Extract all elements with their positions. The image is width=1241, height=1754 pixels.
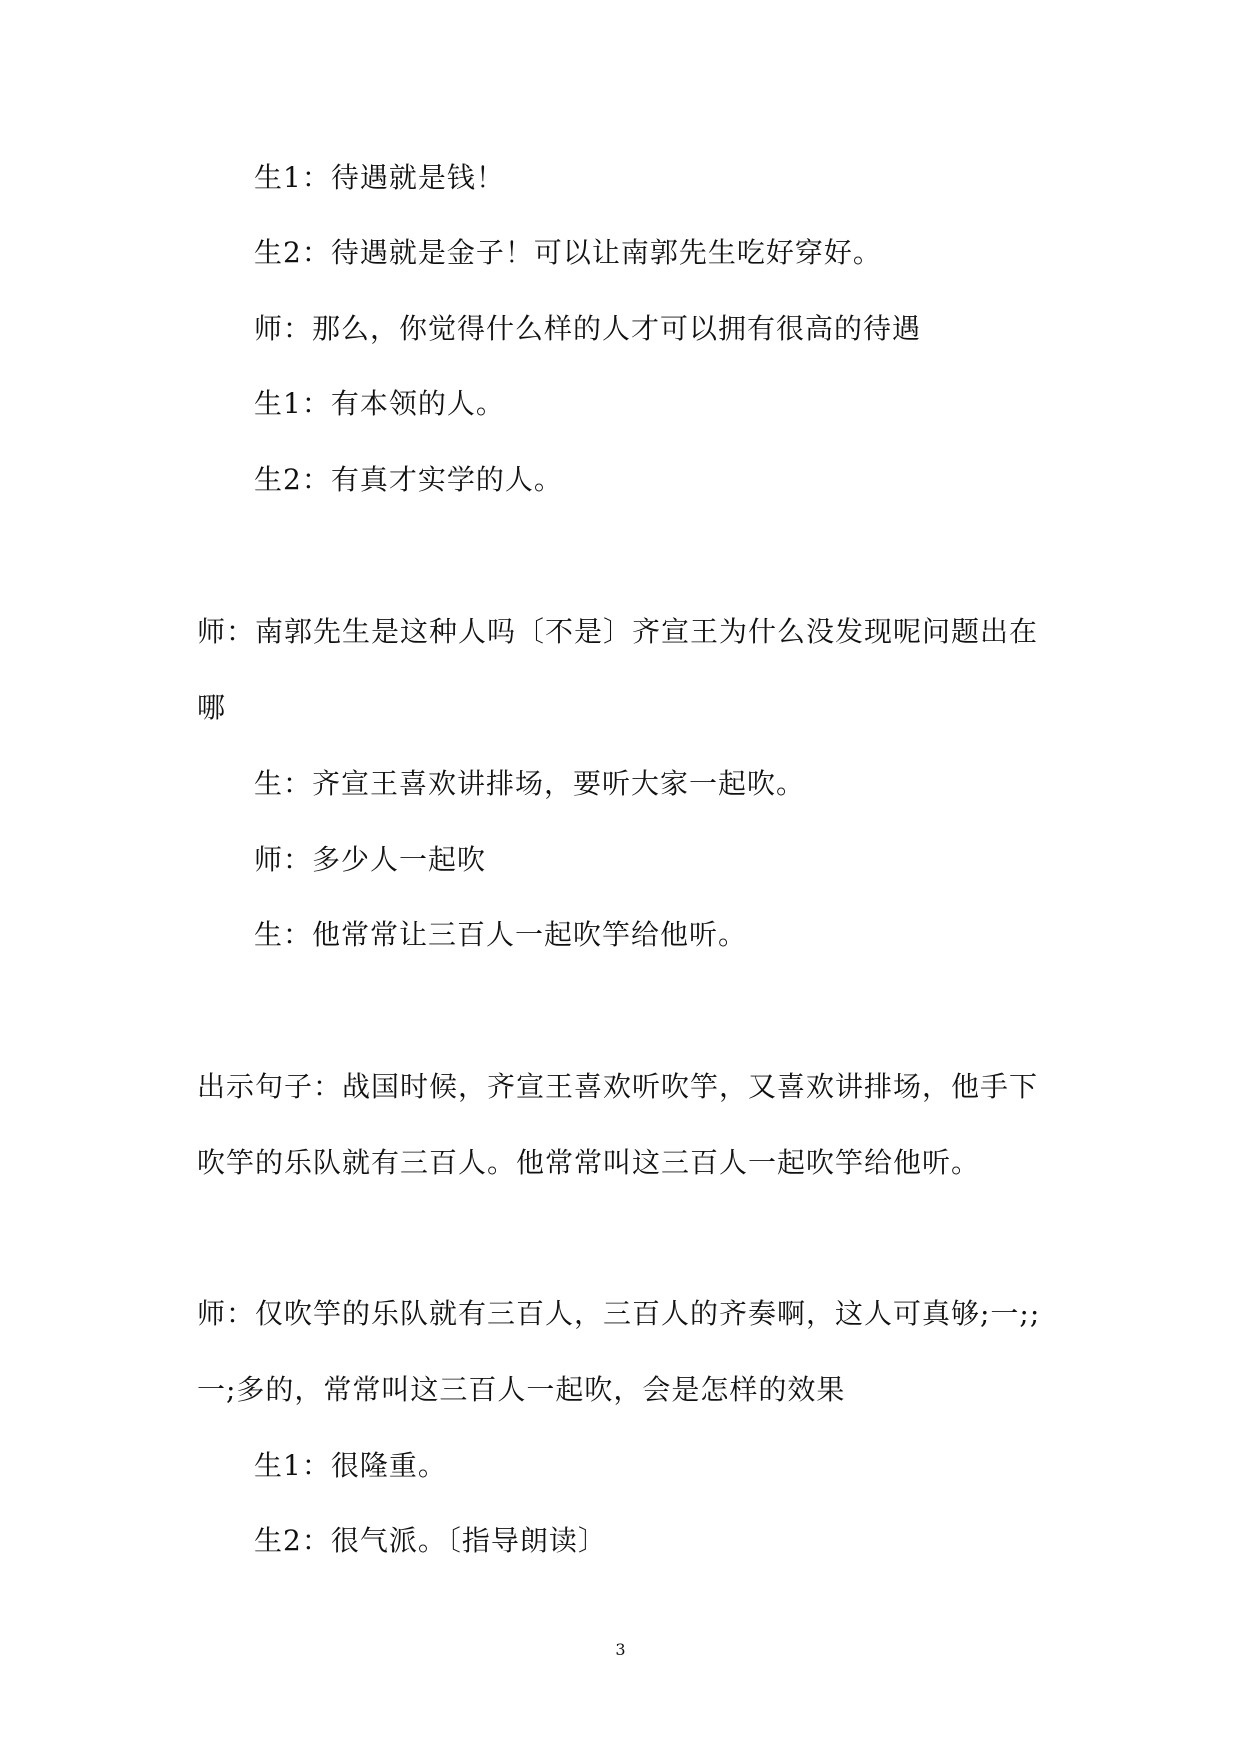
paragraph-line: 师：南郭先生是这种人吗〔不是〕齐宣王为什么没发现呢问题出在 bbox=[197, 615, 1039, 648]
dialogue-line: 生2：有真才实学的人。 bbox=[254, 463, 563, 496]
paragraph-line: 出示句子：战国时候，齐宣王喜欢听吹竽，又喜欢讲排场，他手下 bbox=[197, 1070, 1039, 1103]
page-number: 3 bbox=[615, 1640, 626, 1659]
dialogue-line: 生1：有本领的人。 bbox=[254, 387, 505, 420]
dialogue-line: 生2：待遇就是金子！可以让南郭先生吃好穿好。 bbox=[254, 236, 882, 269]
dialogue-line: 生1：很隆重。 bbox=[254, 1449, 447, 1482]
dialogue-line: 生2：很气派。〔指导朗读〕 bbox=[254, 1524, 607, 1557]
paragraph-line: 一;多的，常常叫这三百人一起吹，会是怎样的效果 bbox=[197, 1373, 846, 1406]
dialogue-line: 生：他常常让三百人一起吹竽给他听。 bbox=[254, 918, 748, 951]
dialogue-line: 生1：待遇就是钱！ bbox=[254, 161, 505, 194]
dialogue-line: 师：那么，你觉得什么样的人才可以拥有很高的待遇 bbox=[254, 312, 922, 345]
dialogue-line: 生：齐宣王喜欢讲排场，要听大家一起吹。 bbox=[254, 767, 806, 800]
paragraph-line: 哪 bbox=[197, 691, 227, 724]
dialogue-line: 师：多少人一起吹 bbox=[254, 843, 487, 876]
paragraph-line: 师：仅吹竽的乐队就有三百人，三百人的齐奏啊，这人可真够;一;; bbox=[197, 1297, 1041, 1330]
paragraph-line: 吹竽的乐队就有三百人。他常常叫这三百人一起吹竽给他听。 bbox=[197, 1146, 981, 1179]
